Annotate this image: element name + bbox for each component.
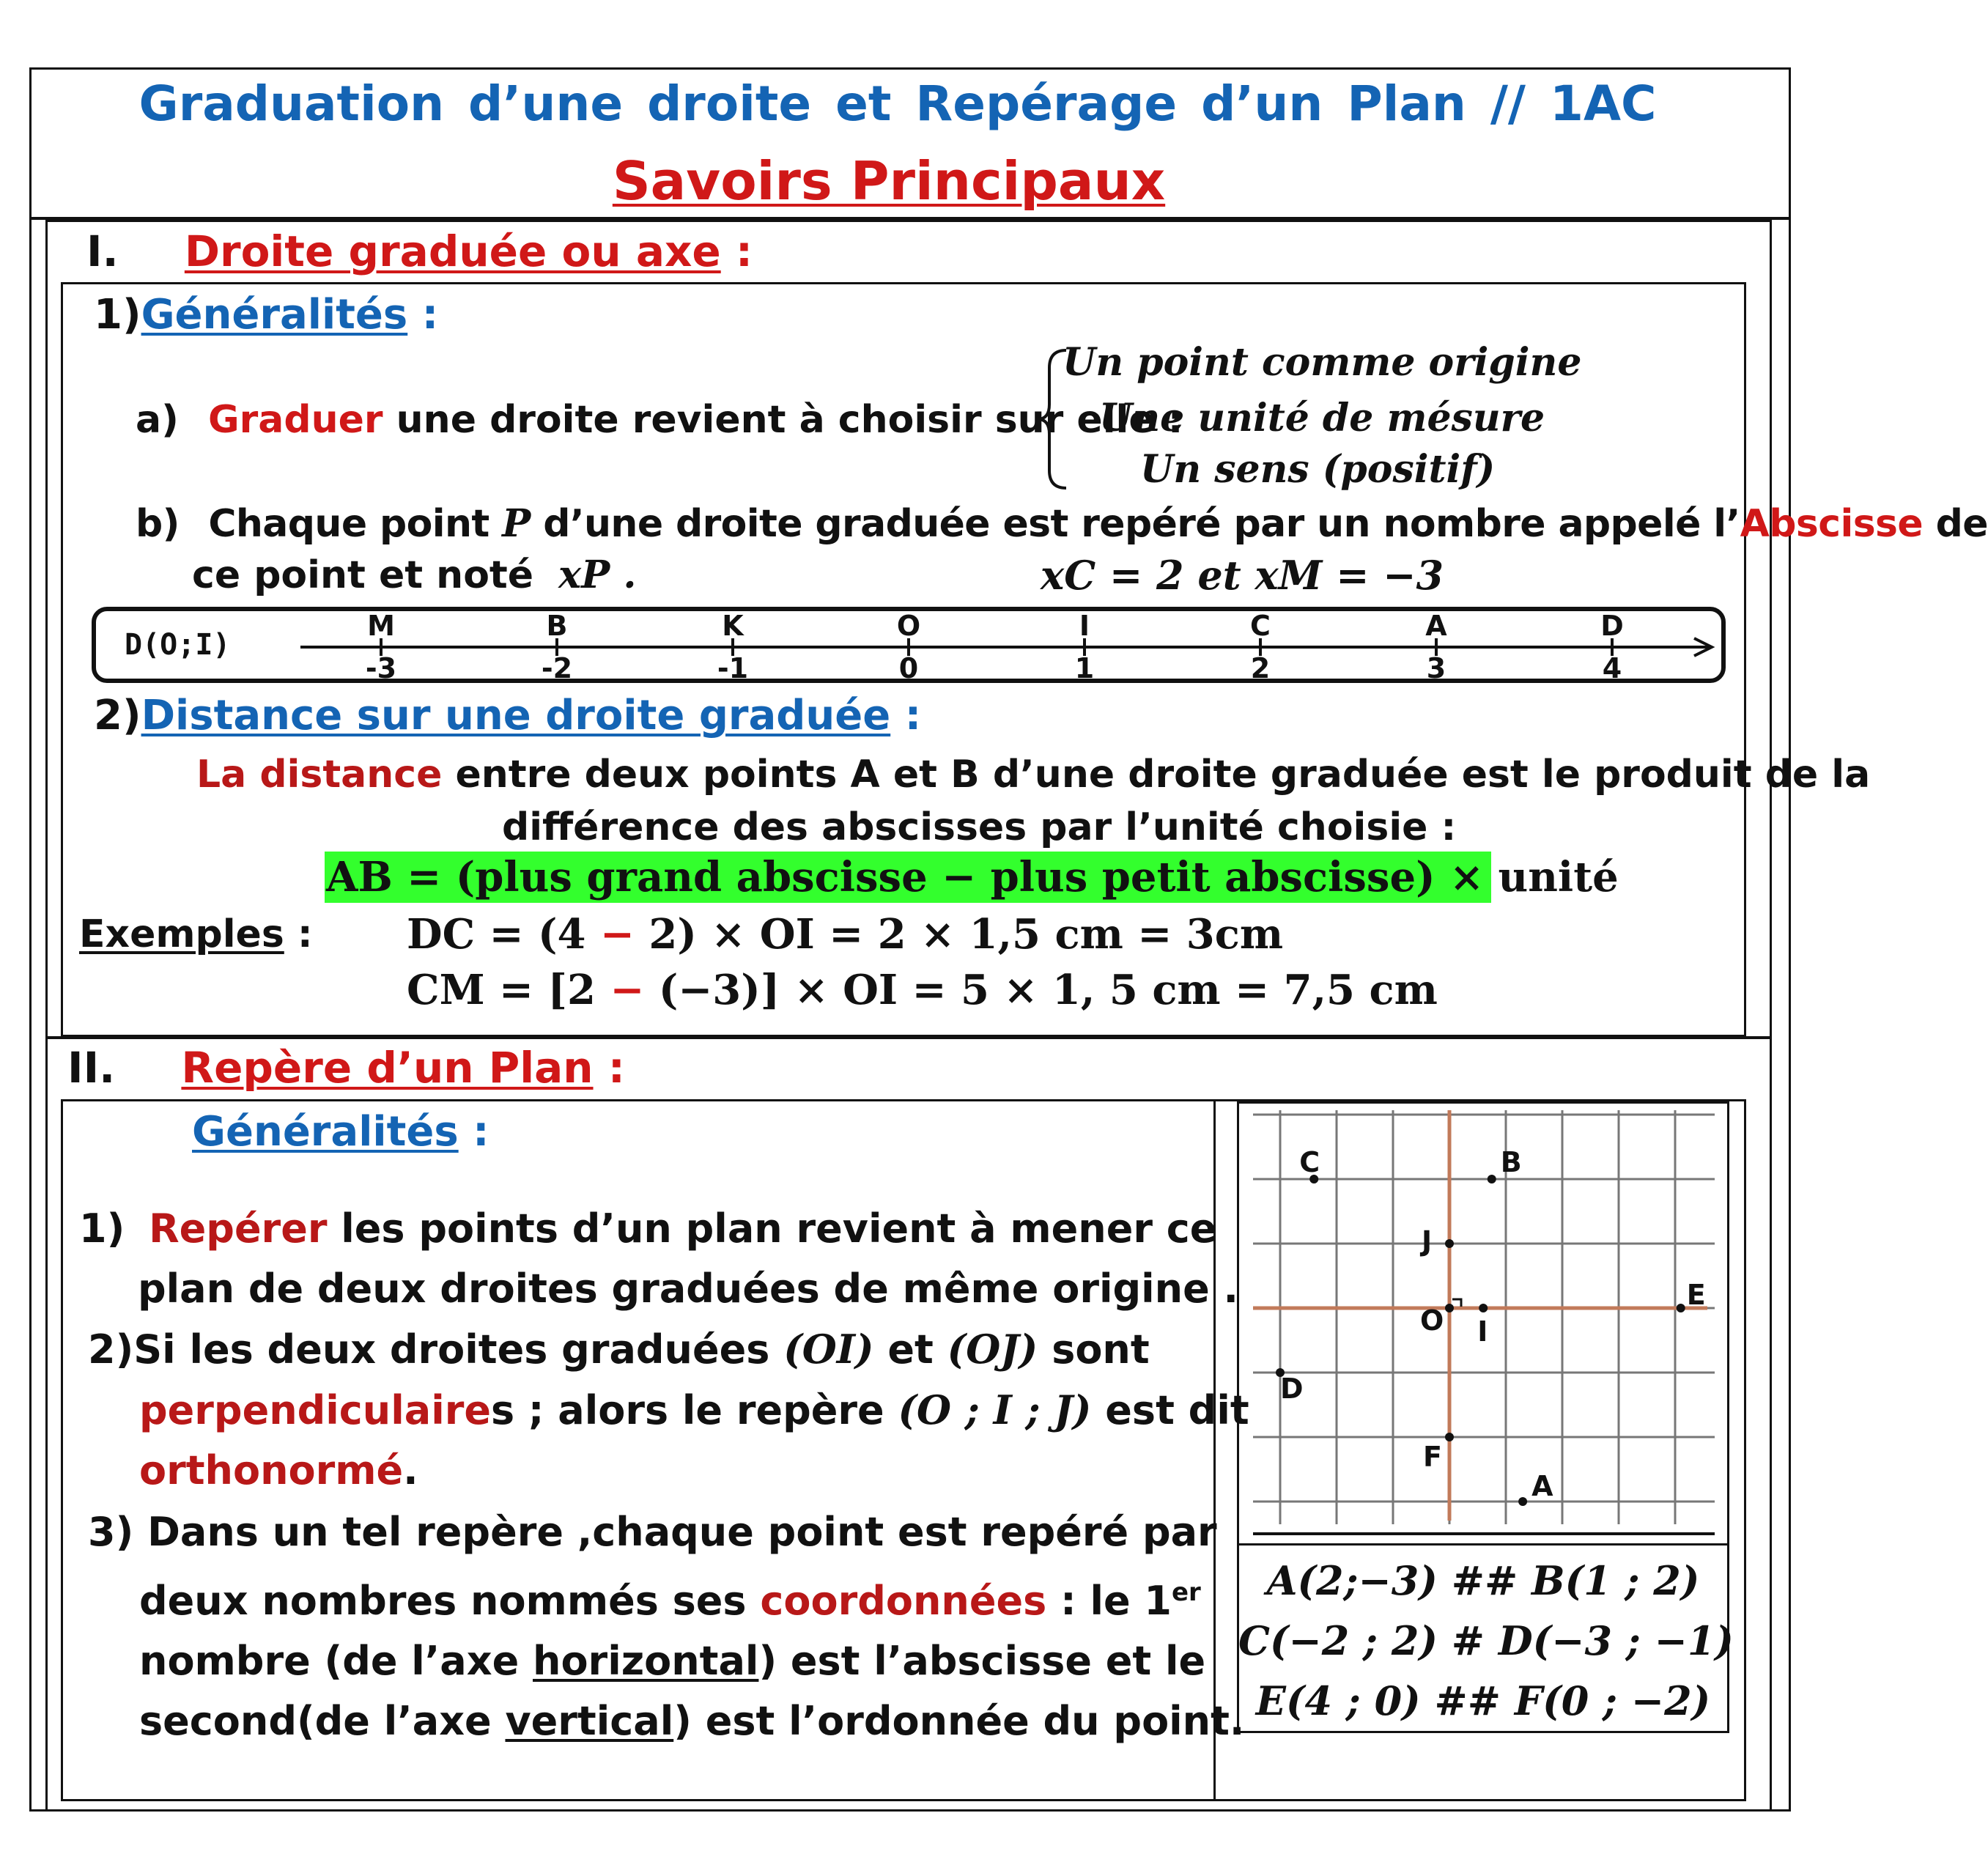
sub2-num: 2) (94, 692, 141, 739)
number-line-point-name: K (722, 610, 744, 642)
examples-word: Exemples (79, 912, 284, 956)
grid-point-label: O (1420, 1304, 1444, 1337)
plan-item-2-keyword: perpendiculaire (139, 1387, 491, 1433)
grid-point-label: B (1500, 1146, 1522, 1178)
coords-line-1: A(2;−3) ## B(1 ; 2) (1266, 1557, 1700, 1604)
item-b-text4: ce point et noté (192, 553, 534, 597)
plan-item-3-text4a: second(de l’axe (139, 1698, 492, 1744)
plan-item-2 (88, 1319, 1249, 1501)
page-title: Graduation d’une droite et Repérage d’un Plan // 1AC (138, 75, 1657, 132)
grid-point-label: C (1299, 1146, 1320, 1178)
example-1-b: 2) × OI = 2 × 1,5 cm = 3cm (634, 910, 1284, 959)
plan-item-3-text2b: : le 1 (1060, 1578, 1172, 1624)
coords-divider (1237, 1543, 1729, 1546)
item-b-text1: Chaque point (208, 502, 489, 546)
section1-colon: : (735, 226, 753, 276)
number-line-label: D(O;I) (125, 628, 231, 662)
grid-point-marker (1445, 1239, 1454, 1248)
item-b-text2: d’une droite graduée est repéré par un nombre appelé l’ (543, 502, 1740, 546)
example-2 (407, 964, 1438, 1016)
plan-item-3-text1: Dans un tel repère ,chaque point est repéré par (147, 1509, 1217, 1555)
plan-item-1-text2: plan de deux droites graduées de même origine . (138, 1266, 1239, 1312)
item-b-label: b) (136, 502, 180, 546)
brace-item-3: Un sens (positif) (1140, 447, 1496, 492)
grid-point-label: A (1531, 1470, 1553, 1502)
coords-line-2: C(−2 ; 2) # D(−3 ; −1) (1238, 1617, 1734, 1664)
plan-item-1 (79, 1199, 1238, 1319)
plan-item-2-sont: sont (1052, 1326, 1150, 1373)
number-line-point-name: O (896, 610, 921, 642)
grid-point-marker (1518, 1497, 1527, 1506)
distance-text1: entre deux points A et B d’une droite graduée est le produit de la (455, 753, 1871, 797)
example-1 (407, 909, 1283, 960)
section1-title: Droite graduée ou axe (184, 226, 721, 276)
plan-item-2-oj: (OJ) (947, 1326, 1038, 1373)
section1-heading (86, 224, 753, 278)
plan-item-1-text1: les points d’un plan revient à mener ce (341, 1205, 1217, 1252)
example-2-b: (−3)] × OI = 5 × 1, 5 cm = 7,5 cm (644, 966, 1438, 1014)
section1-numeral: I. (86, 226, 119, 276)
generalites-colon: : (473, 1108, 489, 1156)
grid-point-marker (1677, 1304, 1685, 1312)
item-b-notation: xP . (558, 553, 637, 597)
plan-item-2-frame: (O ; I ; J) (898, 1386, 1092, 1433)
sub2-title: Distance sur une droite graduée (141, 692, 891, 739)
coords-line-3: E(4 ; 0) ## F(0 ; −2) (1255, 1677, 1711, 1724)
grid-point-label: I (1477, 1315, 1488, 1348)
plan-item-2-dot: . (403, 1447, 418, 1493)
sub2-heading (94, 690, 921, 742)
item-a-text: une droite revient à choisir sur elle : (396, 398, 1183, 442)
plan-item-3-vertical: vertical (505, 1698, 674, 1744)
number-line-point-value: 3 (1426, 652, 1446, 684)
number-line-point-value: -3 (365, 652, 397, 684)
plan-item-1-num: 1) (79, 1205, 125, 1252)
plan-item-3 (88, 1502, 1244, 1751)
grid-point-marker (1488, 1175, 1496, 1183)
plan-item-2-text1: Si les deux droites graduées (133, 1326, 770, 1373)
plan-item-3-text4b: ) est l’ordonnée du point. (673, 1698, 1245, 1744)
grid-point-marker (1445, 1433, 1454, 1441)
number-line-point-name: B (546, 610, 568, 642)
number-line-point-name: C (1250, 610, 1271, 642)
grid-point-label: D (1280, 1373, 1304, 1405)
example-2-a: CM = [2 (407, 966, 610, 1014)
item-a-label: a) (136, 398, 179, 442)
grid-point-marker (1479, 1304, 1488, 1312)
item-a-keyword: Graduer (207, 398, 383, 442)
sub1-heading (94, 289, 438, 341)
plan-item-2-et: et (887, 1326, 934, 1373)
number-line-point-name: M (367, 610, 395, 642)
plan-item-3-sup: er (1171, 1578, 1201, 1607)
item-b-var: P (502, 501, 531, 546)
example-1-a: DC = (4 (407, 910, 601, 959)
plan-item-3-text3b: ) est l’abscisse et le (758, 1638, 1206, 1684)
plan-item-3-keyword: coordonnées (760, 1578, 1047, 1624)
plan-item-2-text2: s ; alors le repère (490, 1387, 884, 1433)
generalites-heading (192, 1107, 489, 1158)
sub1-colon: : (421, 291, 439, 339)
plan-item-1-keyword: Repérer (149, 1205, 328, 1252)
distance-keyword: La distance (196, 753, 443, 797)
item-b-keyword: Abscisse (1740, 502, 1924, 546)
coordinate-grid (1238, 1103, 1728, 1543)
generalites-title: Généralités (192, 1108, 459, 1156)
section2-numeral: II. (67, 1043, 116, 1093)
number-line-point-value: 1 (1074, 652, 1095, 684)
example-1-minus: − (600, 910, 635, 959)
brace-item-1: Un point comme origine (1063, 340, 1582, 385)
item-b-line2 (192, 551, 636, 599)
examples-label (79, 910, 313, 959)
distance-def-line2: différence des abscisses par l’unité choisie : (502, 805, 1457, 849)
item-b-example: xC = 2 et xM = −3 (1041, 552, 1444, 599)
number-line-point-value: -2 (541, 652, 573, 684)
number-line-point-name: I (1079, 610, 1090, 642)
number-line-point-name: D (1600, 610, 1624, 642)
plan-item-3-horizontal: horizontal (533, 1638, 759, 1684)
plan-item-2-keyword2: orthonormé (139, 1447, 404, 1493)
number-line-point-name: A (1425, 610, 1447, 642)
grid-point-label: E (1686, 1279, 1706, 1311)
number-line-point-value: 0 (898, 652, 919, 684)
distance-formula: AB = (plus grand abscisse − plus petit abscisse) × unité (326, 853, 1619, 901)
distance-def-line1 (196, 750, 1870, 799)
item-b-line1 (136, 500, 1988, 548)
number-line-point-value: 2 (1250, 652, 1271, 684)
plan-item-2-oi: (OI) (783, 1326, 874, 1373)
grid-point-marker (1445, 1304, 1454, 1312)
section2-colon: : (607, 1043, 625, 1093)
grid-point-label: F (1423, 1441, 1442, 1473)
section2-title: Repère d’un Plan (181, 1043, 594, 1093)
plan-item-3-text3a: nombre (de l’axe (139, 1638, 520, 1684)
sub1-num: 1) (94, 291, 141, 339)
section2-heading (67, 1041, 625, 1095)
grid-point-label: J (1422, 1225, 1433, 1258)
item-b-text3: de (1935, 502, 1988, 546)
plan-item-3-text2a: deux nombres nommés ses (139, 1578, 747, 1624)
plan-item-3-num: 3) (88, 1509, 134, 1555)
sub2-colon: : (904, 692, 922, 739)
item-a (136, 396, 1183, 444)
plan-item-2-text3: est dit (1105, 1387, 1249, 1433)
examples-colon: : (297, 912, 313, 956)
brace-item-2: Une unité de mésure (1099, 396, 1545, 440)
plan-item-2-num: 2) (88, 1326, 134, 1373)
number-line-point-value: -1 (717, 652, 749, 684)
example-2-minus: − (610, 966, 645, 1014)
number-line-point-value: 4 (1602, 652, 1622, 684)
page-subtitle: Savoirs Principaux (612, 150, 1166, 212)
sub1-title: Généralités (141, 291, 408, 339)
number-line (88, 605, 1729, 685)
